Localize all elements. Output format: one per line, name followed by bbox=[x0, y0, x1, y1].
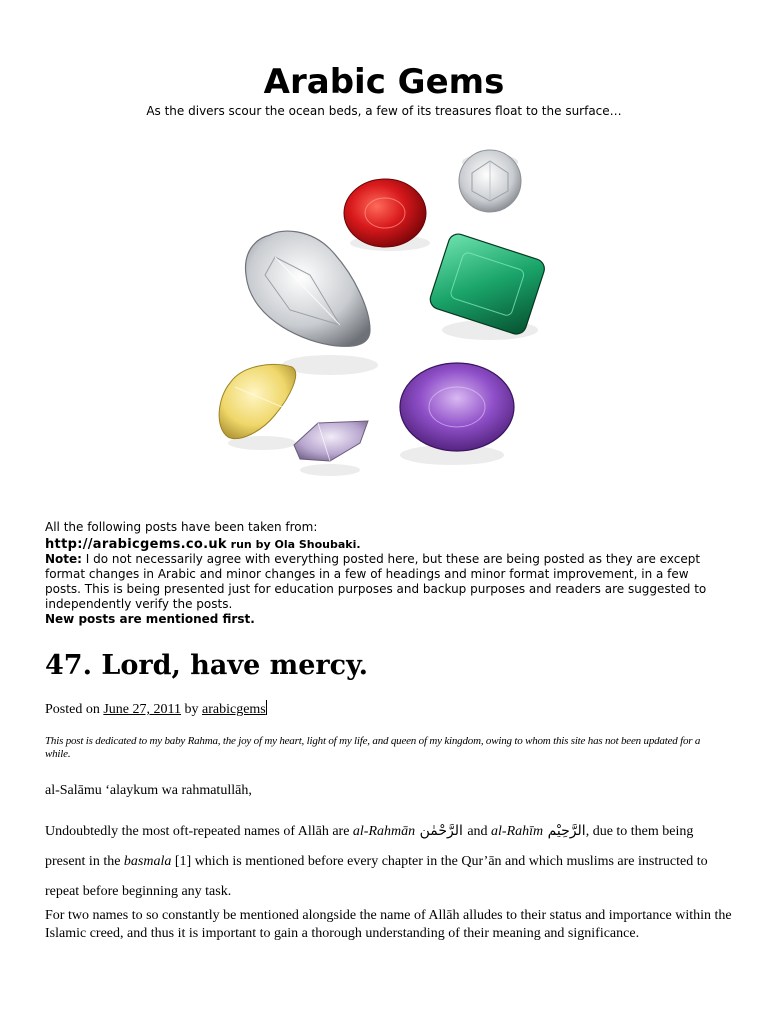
source-link[interactable]: http://arabicgems.co.uk bbox=[45, 537, 227, 552]
name-al-rahim: al-Rahīm bbox=[491, 824, 544, 839]
note-label: Note: bbox=[45, 552, 82, 566]
intro-source bbox=[45, 537, 725, 552]
intro-note-paragraph bbox=[45, 552, 725, 612]
intro-note bbox=[45, 520, 725, 627]
ruby-gem bbox=[344, 179, 426, 247]
arabic-al-rahman: الرَّحْمٰن bbox=[415, 823, 468, 839]
post-author-link[interactable]: arabicgems bbox=[202, 702, 266, 717]
arabic-al-rahim: الرَّحِيْم bbox=[543, 823, 586, 839]
post-paragraph-2: For two names to so constantly be mentioned alongside the name of Allāh alludes to their status and importance within the Islamic creed, and thus it is important to gain a thorough understanding of their meaning and significance. bbox=[45, 908, 732, 941]
gemstones-image bbox=[190, 125, 580, 505]
clear-round-gem bbox=[459, 150, 521, 212]
intro-taken-from: All the following posts have been taken from: bbox=[45, 520, 318, 534]
site-tagline: As the divers scour the ocean beds, a few of its treasures float to the surface… bbox=[146, 104, 622, 118]
post-date-link[interactable]: June 27, 2011 bbox=[103, 702, 181, 717]
post-meta bbox=[45, 700, 267, 719]
new-posts-notice: New posts are mentioned first. bbox=[45, 612, 255, 626]
posted-on-label: Posted on bbox=[45, 702, 104, 717]
post-body bbox=[45, 816, 735, 943]
note-text: I do not necessarily agree with everything posted here, but these are being posted as they are except format changes in Arabic and minor changes in a few of headings and minor format improvement, in a few posts. This is being presented just for education purposes and backup purposes and readers are suggested to independently verify the posts. bbox=[45, 552, 707, 611]
source-author: run by Ola Shoubaki. bbox=[226, 538, 361, 551]
post-greeting: al-Salāmu ‘alaykum wa rahmatullāh, bbox=[45, 783, 252, 798]
post-title[interactable]: 47. Lord, have mercy. bbox=[45, 650, 369, 681]
name-al-rahman: al-Rahmān bbox=[352, 824, 416, 839]
post-dedication: This post is dedicated to my baby Rahma, the joy of my heart, light of my life, and queen of my kingdom, owing to whom this site has not been updated for a while. bbox=[45, 735, 701, 760]
site-title[interactable]: Arabic Gems bbox=[263, 62, 505, 102]
basmala-term: basmala bbox=[123, 854, 172, 869]
text-cursor bbox=[266, 700, 267, 715]
post-paragraph-1: Undoubtedly the most oft-repeated names of Allāh are al-Rahmān الرَّحْمٰن and al-Rahīm الرَّحِيْم, due to them being present in the basmala [1] which is mentioned before every chapter in the Qur’ān and which muslims are instructed to repeat before beginning any task. bbox=[45, 823, 708, 899]
amethyst-gem bbox=[400, 363, 514, 451]
by-label: by bbox=[181, 702, 202, 717]
